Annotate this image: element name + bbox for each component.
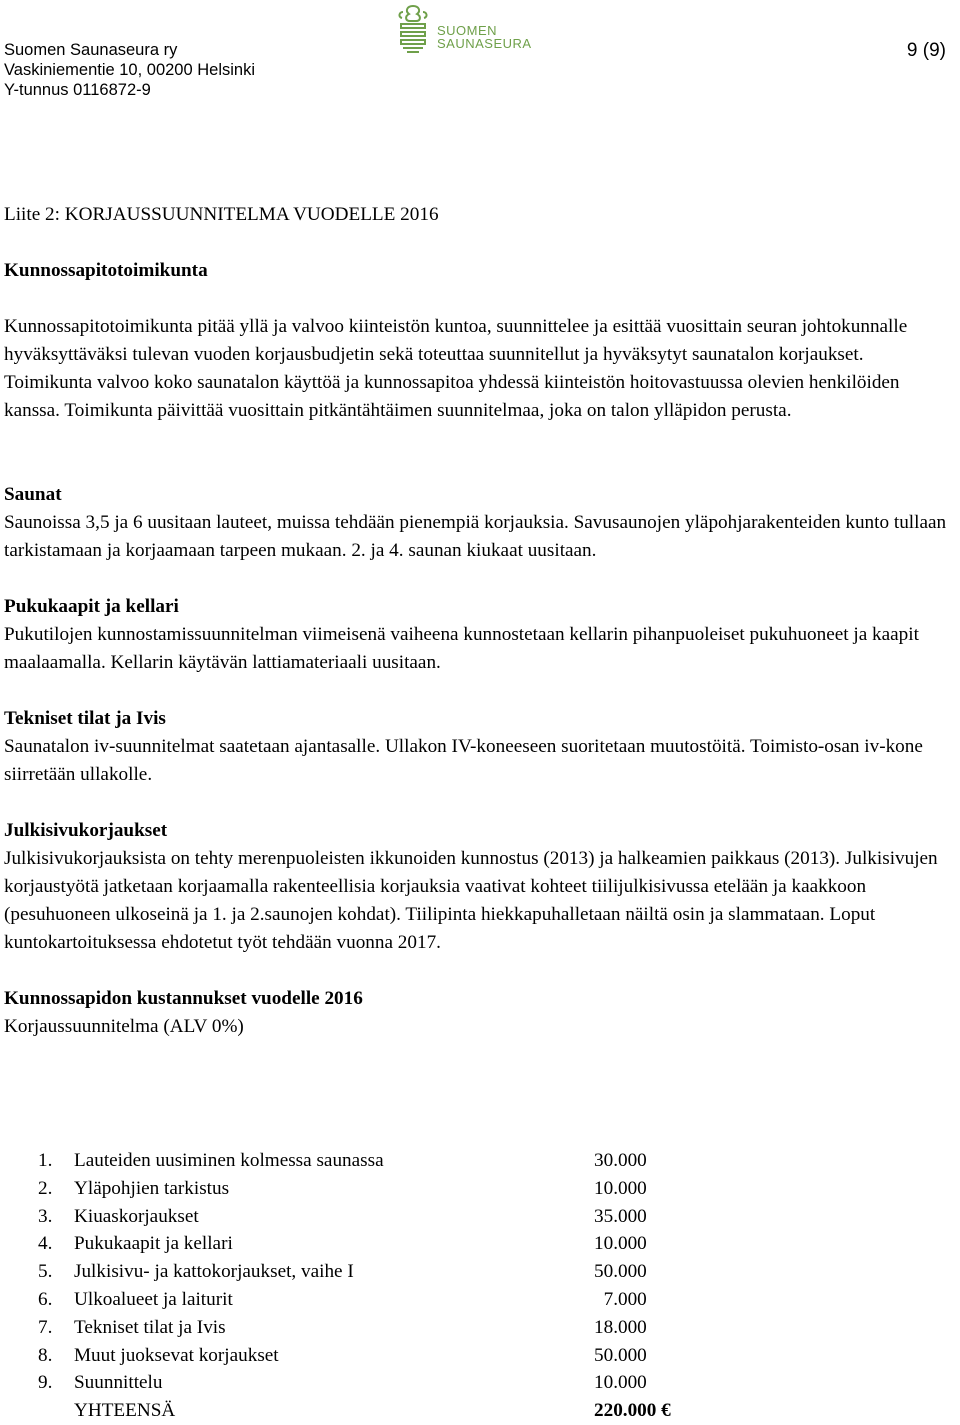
sauna-emblem-icon — [393, 2, 433, 56]
table-row — [38, 1203, 774, 1231]
item-number: 9. — [38, 1372, 53, 1394]
table-row — [38, 1230, 774, 1258]
item-label: Tekniset tilat ja Ivis — [74, 1316, 226, 1338]
document-body — [4, 201, 954, 1041]
item-label: Julkisivu- ja kattokorjaukset, vaihe I — [74, 1261, 354, 1283]
table-row — [38, 1342, 774, 1370]
item-label: Kiuaskorjaukset — [74, 1205, 199, 1227]
costs-table — [38, 1147, 774, 1425]
item-amount: 35.000 — [594, 1205, 647, 1227]
org-name: Suomen Saunaseura ry — [4, 41, 178, 59]
item-amount: 30.000 — [594, 1150, 647, 1171]
section-heading-tekniset: Tekniset tilat ja Ivis — [4, 708, 166, 729]
logo-line-2: SAUNASEURA — [437, 36, 532, 51]
business-id: Y-tunnus 0116872-9 — [4, 81, 151, 99]
committee-heading: Kunnossapitotoimikunta — [4, 260, 208, 281]
section-body-saunat: Saunoissa 3,5 ja 6 uusitaan lauteet, muissa tehdään pienempiä korjauksia. Savusaunojen yläpohjarakenteiden kunto tullaan tarkistamaan ja korjaamaan tarpeen mukaan. 2. ja 4. saunan kiukaat uusitaan. — [4, 512, 947, 561]
item-amount: 18.000 — [594, 1316, 647, 1338]
section-body-pukukaapit: Pukutilojen kunnostamissuunnitelman viimeisenä vaiheena kunnostetaan kellarin pihanpuoleiset pukuhuoneet ja kaapit maalaamalla. Kellarin käytävän lattiamateriaali uusitaan. — [4, 624, 919, 673]
item-amount: 10.000 — [594, 1177, 647, 1199]
table-row — [38, 1286, 774, 1314]
item-number: 4. — [38, 1233, 53, 1255]
item-number: 8. — [38, 1344, 53, 1366]
committee-body: Kunnossapitotoimikunta pitää yllä ja valvoo kiinteistön kuntoa, suunnittelee ja esittää vuosittain seuran johtokunnalle hyväksyttäväksi tulevan vuoden korjausbudjetin sekä toteuttaa suunnitellut ja hyväksytyt saunatalon korjaukset. Toimikunta valvoo koko saunatalon käyttöä ja kunnossapitoa yhdessä kiinteistön hoitovastuussa olevien henkilöiden kanssa. Toimikunta päivittää vuosittain pitkäntähtäimen suunnitelmaa, joka on talon ylläpidon perusta. — [4, 316, 908, 421]
logo-line-1: SUOMEN — [437, 23, 498, 38]
item-number: 3. — [38, 1205, 53, 1227]
item-number: 7. — [38, 1316, 53, 1338]
document-title: Liite 2: KORJAUSSUUNNITELMA VUODELLE 2016 — [4, 204, 439, 225]
item-amount: 7.000 — [594, 1288, 647, 1310]
saunaseura-logo — [393, 2, 543, 58]
section-body-tekniset: Saunatalon iv-suunnitelmat saatetaan ajantasalle. Ullakon IV-koneeseen suoritetaan muutostöitä. Toimisto-osan iv-kone siirretään ullakolle. — [4, 736, 923, 785]
item-label: Ulkoalueet ja laiturit — [74, 1288, 233, 1310]
section-heading-saunat: Saunat — [4, 484, 62, 505]
table-row — [38, 1258, 774, 1286]
table-row — [38, 1314, 774, 1342]
item-amount: 10.000 — [594, 1233, 647, 1255]
table-row — [38, 1369, 774, 1397]
letterhead — [4, 40, 255, 100]
item-amount: 10.000 — [594, 1372, 647, 1394]
org-address: Vaskiniementie 10, 00200 Helsinki — [4, 61, 256, 79]
total-amount: 220.000 € — [594, 1400, 671, 1422]
section-heading-julkisivu: Julkisivukorjaukset — [4, 820, 168, 841]
section-body-julkisivu: Julkisivukorjauksista on tehty merenpuoleisten ikkunoiden kunnostus (2013) ja halkeamien paikkaus (2013). Julkisivujen korjaustyötä jatketaan korjaamalla rakenteellisia korjauksia vaativat kohteet tiilijulkisivussa etelään ja kaakkoon (pesuhuoneen ulkoseinä ja 1. ja 2.saunojen kohdat). Tiilipinta hiekkapuhalletaan näiltä osin ja slammataan. Loput kuntokartoituksessa ehdotetut työt tehdään vuonna 2017. — [4, 848, 938, 953]
page-number: 9 (9) — [906, 40, 946, 61]
item-label: Muut juoksevat korjaukset — [74, 1344, 279, 1366]
item-number: 2. — [38, 1177, 53, 1199]
item-amount: 50.000 — [594, 1261, 647, 1283]
section-heading-pukukaapit: Pukukaapit ja kellari — [4, 596, 179, 617]
table-row — [38, 1175, 774, 1203]
costs-heading: Kunnossapidon kustannukset vuodelle 2016 — [4, 988, 363, 1009]
table-row — [38, 1147, 774, 1175]
item-number: 5. — [38, 1261, 53, 1283]
item-label: Pukukaapit ja kellari — [74, 1233, 233, 1255]
total-label: YHTEENSÄ — [74, 1400, 176, 1422]
item-number: 1. — [38, 1150, 53, 1171]
costs-subheading: Korjaussuunnitelma (ALV 0%) — [4, 1016, 244, 1037]
item-label: Suunnittelu — [74, 1372, 163, 1394]
item-label: Lauteiden uusiminen kolmessa saunassa — [74, 1150, 384, 1171]
item-label: Yläpohjien tarkistus — [74, 1177, 230, 1199]
item-amount: 50.000 — [594, 1344, 647, 1366]
item-number: 6. — [38, 1288, 53, 1310]
